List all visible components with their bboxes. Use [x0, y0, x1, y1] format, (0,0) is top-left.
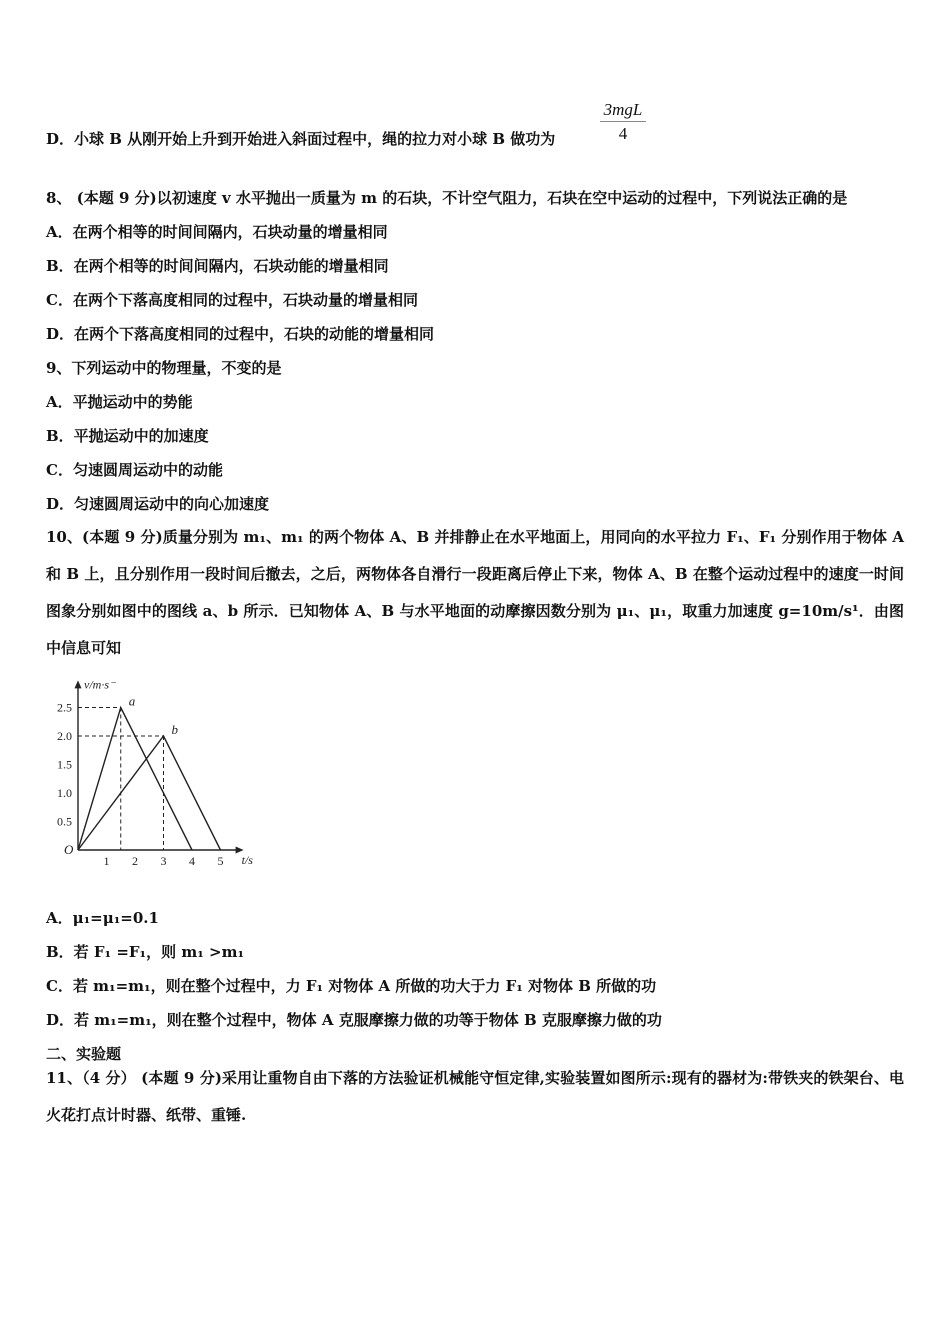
- q9-option-a: A．平抛运动中的势能: [46, 393, 193, 411]
- fraction-denominator: 4: [618, 124, 628, 143]
- section-heading: 二、实验题: [46, 1045, 122, 1063]
- x-axis-label: t/s: [241, 853, 253, 867]
- q9-option-d: D．匀速圆周运动中的向心加速度: [46, 495, 270, 513]
- q10-option-c: C．若 m₁=m₁，则在整个过程中，力 F₁ 对物体 A 所做的功大于力 F₁ 对物体 B 所做的功: [46, 977, 657, 995]
- x-tick-label: 3: [160, 854, 167, 868]
- x-tick-label: 1: [103, 854, 110, 868]
- series-label-b: b: [171, 722, 178, 737]
- q8-option-b: B．在两个相等的时间间隔内，石块动能的增量相同: [46, 257, 389, 275]
- series-line-b: [78, 736, 221, 850]
- x-tick-label: 4: [189, 854, 195, 868]
- q8-option-c: C．在两个下落高度相同的过程中，石块动量的增量相同: [46, 291, 418, 309]
- y-tick-label: 1.0: [57, 786, 72, 800]
- q9-stem: 9、下列运动中的物理量，不变的是: [46, 359, 282, 377]
- origin-label: O: [64, 842, 74, 857]
- q9-option-c: C．匀速圆周运动中的动能: [46, 461, 223, 479]
- q10-option-b: B．若 F₁ =F₁，则 m₁ >m₁: [46, 943, 245, 961]
- x-tick-label: 2: [132, 854, 138, 868]
- q7-option-d-fraction: [600, 100, 646, 144]
- q9-option-b: B．平抛运动中的加速度: [46, 427, 209, 445]
- series-label-a: a: [128, 693, 136, 709]
- q10-option-d: D．若 m₁=m₁，则在整个过程中，物体 A 克服摩擦力做的功等于物体 B 克服摩擦力做的功: [46, 1011, 662, 1029]
- y-tick-label: 0.5: [57, 814, 72, 829]
- y-tick-label: 2.0: [57, 729, 72, 743]
- fraction-numerator: 3mgL: [600, 100, 646, 122]
- q7-option-d: D．小球 B 从刚开始上升到开始进入斜面过程中，绳的拉力对小球 B 做功为: [46, 130, 556, 148]
- q10-stem: 10、(本题 9 分)质量分别为 m₁、m₁ 的两个物体 A、B 并排静止在水平地面上，用同向的水平拉力 F₁、F₁ 分别作用于物体 A 和 B 上，且分别作用一段时间后撤去，之后，两物体各自滑行一段距离后停止下来，物体 A、B 在整个运动过程中的速度一时间图象分别如图中的图线 a、b 所示．已知物体 A、B 与水平地面的动摩擦因数分别为 μ₁、μ₁，取重力加速度 g=10m/s¹．由图中信息可知: [46, 528, 904, 657]
- q8-stem: 8、 (本题 9 分)以初速度 v 水平抛出一质量为 m 的石块，不计空气阻力，石块在空中运动的过程中，下列说法正确的是: [46, 189, 848, 207]
- y-axis-arrow-icon: [75, 680, 82, 688]
- x-tick-label: 5: [217, 854, 224, 868]
- y-tick-label: 2.5: [57, 700, 72, 715]
- q8-option-a: A．在两个相等的时间间隔内，石块动量的增量相同: [46, 223, 388, 241]
- q8-option-d: D．在两个下落高度相同的过程中，石块的动能的增量相同: [46, 325, 435, 343]
- velocity-time-chart: [40, 672, 260, 872]
- y-axis-label: v/m·s⁻: [84, 677, 116, 692]
- y-tick-label: 1.5: [57, 757, 72, 772]
- q11-stem: 11、（4 分） (本题 9 分)采用让重物自由下落的方法验证机械能守恒定律,实验装置如图所示:现有的器材为:带铁夹的铁架台、电火花打点计时器、纸带、重锤.: [46, 1069, 904, 1124]
- q10-option-a: A．μ₁=μ₁=0.1: [46, 909, 159, 927]
